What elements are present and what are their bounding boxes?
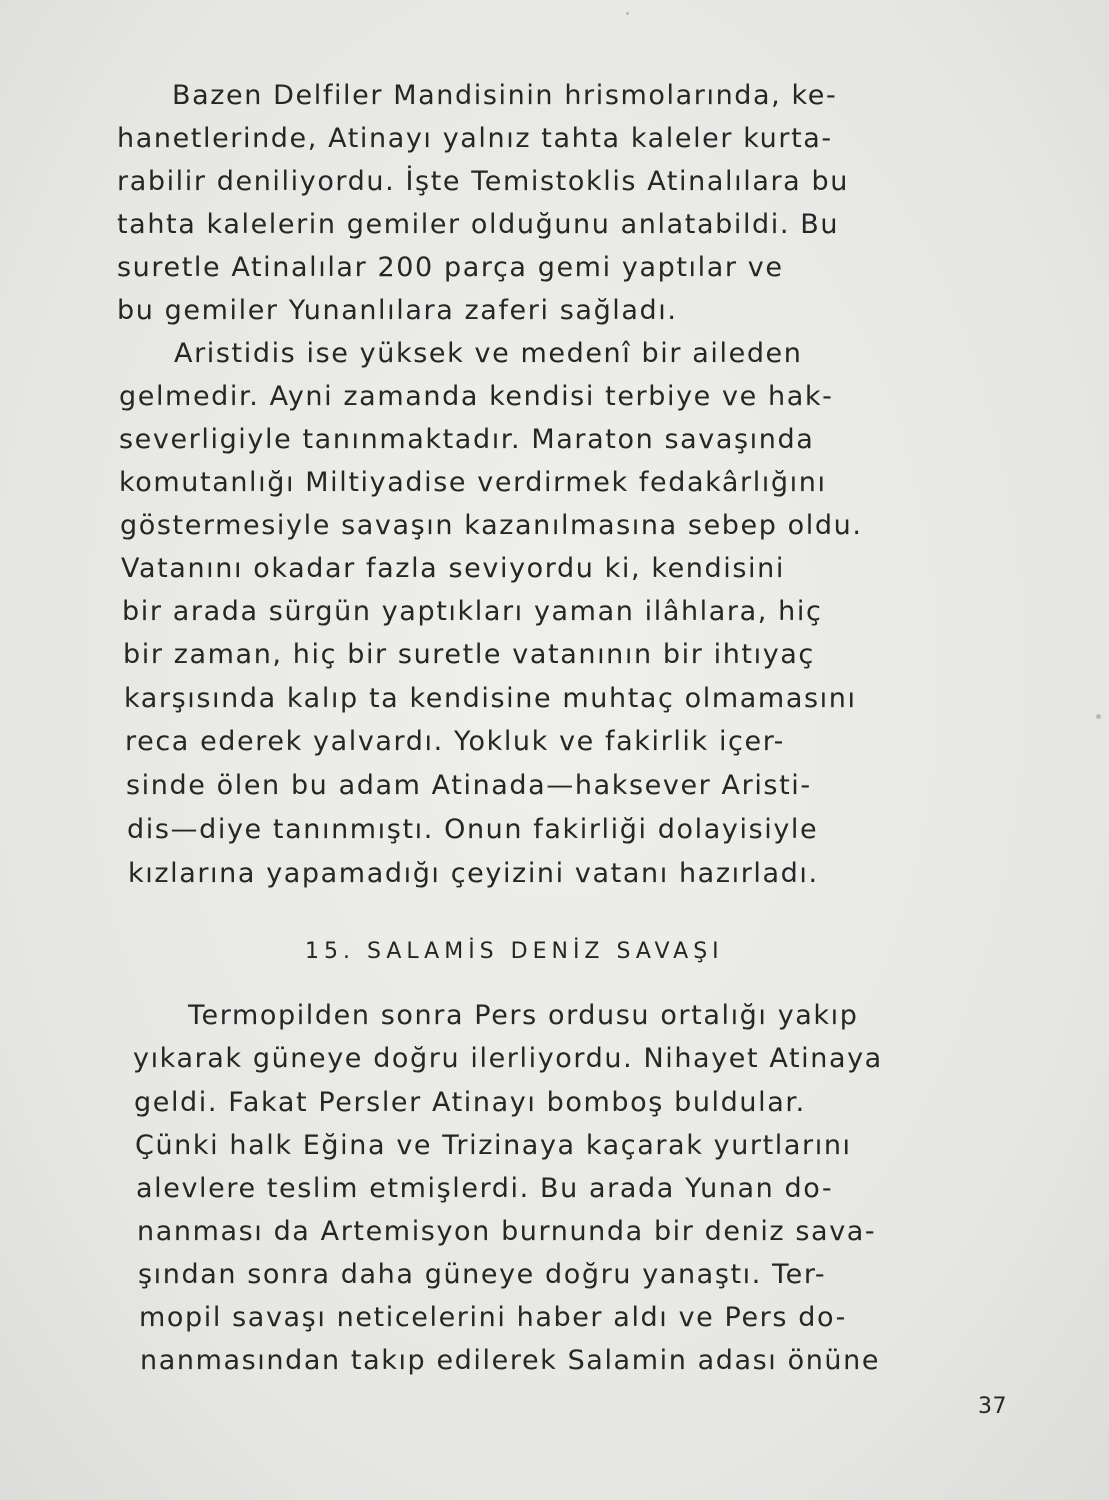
scan-speck <box>626 12 629 15</box>
text-line: nanması da Artemisyon burnunda bir deniz sava- <box>137 1216 877 1247</box>
page-number: 37 <box>978 1394 1007 1419</box>
text-line: sinde ölen bu adam Atinada—haksever Aristi- <box>126 770 812 801</box>
text-line: alevlere teslim etmişlerdi. Bu arada Yunan do- <box>136 1173 834 1204</box>
text-line: karşısında kalıp ta kendisine muhtaç olmamasını <box>124 683 857 714</box>
text-line: Aristidis ise yüksek ve medenî bir aileden <box>174 338 803 369</box>
text-line: Bazen Delfiler Mandisinin hrismolarında, ke- <box>172 80 838 111</box>
text-line: kızlarına yapamadığı çeyizini vatanı hazırladı. <box>128 858 819 889</box>
text-line: hanetlerinde, Atinayı yalnız tahta kaleler kurta- <box>117 123 833 154</box>
text-line: göstermesiyle savaşın kazanılmasına sebep oldu. <box>120 510 863 541</box>
text-line: şından sonra daha güneye doğru yanaştı. Ter- <box>138 1259 827 1290</box>
text-line: nanmasından takıp edilerek Salamin adası önüne <box>140 1345 881 1376</box>
section-heading: 15. SALAMİS DENİZ SAVAŞI <box>305 939 724 964</box>
text-line: bir arada sürgün yaptıkları yaman ilâhlara, hiç <box>122 596 823 627</box>
text-line: severligiyle tanınmaktadır. Maraton savaşında <box>119 424 815 455</box>
text-line: gelmedir. Ayni zamanda kendisi terbiye ve hak- <box>119 381 834 412</box>
text-line: bu gemiler Yunanlılara zaferi sağladı. <box>117 295 678 326</box>
text-line: rabilir deniliyordu. İşte Temistoklis Atinalılara bu <box>117 166 849 197</box>
text-line: reca ederek yalvardı. Yokluk ve fakirlik içer- <box>125 726 786 757</box>
text-line: tahta kalelerin gemiler olduğunu anlatabildi. Bu <box>117 209 840 240</box>
text-line: yıkarak güneye doğru ilerliyordu. Nihayet Atinaya <box>133 1043 883 1074</box>
text-line: geldi. Fakat Persler Atinayı bomboş buldular. <box>134 1087 806 1118</box>
text-line: komutanlığı Miltiyadise verdirmek fedakârlığını <box>119 467 827 498</box>
text-line: Termopilden sonra Pers ordusu ortalığı yakıp <box>188 1000 859 1031</box>
text-line: bir zaman, hiç bir suretle vatanının bir ihtıyaç <box>123 639 815 670</box>
text-line: dis—diye tanınmıştı. Onun fakirliği dolayisiyle <box>127 814 819 845</box>
text-line: suretle Atinalılar 200 parça gemi yaptılar ve <box>117 252 784 283</box>
text-line: mopil savaşı neticelerini haber aldı ve Pers do- <box>139 1302 847 1333</box>
text-line: Vatanını okadar fazla seviyordu ki, kendisini <box>121 553 785 584</box>
text-line: Çünki halk Eğina ve Trizinaya kaçarak yurtlarını <box>135 1130 852 1161</box>
scan-speck <box>1096 714 1101 719</box>
